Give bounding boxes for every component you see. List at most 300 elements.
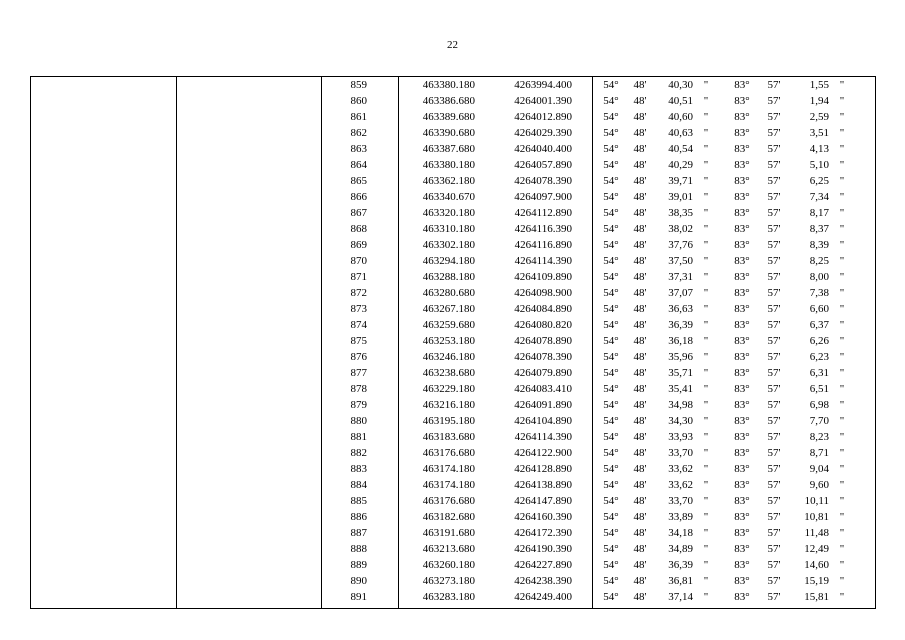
x-coordinate: 463267.180 [422, 303, 475, 315]
lon-seconds-mark: " [839, 527, 845, 539]
lon-seconds-mark: " [839, 415, 845, 427]
lat-degrees: 54° [603, 367, 619, 379]
page-number: 22 [447, 39, 458, 51]
lat-seconds: 33,62 [668, 463, 693, 475]
table-row [31, 141, 875, 157]
lat-seconds: 39,71 [668, 175, 693, 187]
lon-minutes: 57' [767, 511, 781, 523]
lat-seconds-mark: " [703, 239, 709, 251]
lat-minutes: 48' [633, 319, 647, 331]
lon-degrees: 83° [734, 175, 750, 187]
lat-seconds: 35,71 [668, 367, 693, 379]
point-number: 888 [350, 543, 367, 555]
table-row [31, 445, 875, 461]
lon-degrees: 83° [734, 95, 750, 107]
x-coordinate: 463195.180 [422, 415, 475, 427]
lat-seconds-mark: " [703, 255, 709, 267]
lat-seconds: 36,39 [668, 319, 693, 331]
lon-seconds: 8,00 [809, 271, 829, 283]
lat-degrees: 54° [603, 207, 619, 219]
lon-minutes: 57' [767, 175, 781, 187]
x-coordinate: 463283.180 [422, 591, 475, 603]
lat-minutes: 48' [633, 175, 647, 187]
lat-minutes: 48' [633, 111, 647, 123]
lat-minutes: 48' [633, 127, 647, 139]
lon-minutes: 57' [767, 415, 781, 427]
lat-seconds: 33,70 [668, 447, 693, 459]
lon-degrees: 83° [734, 287, 750, 299]
y-coordinate: 4264078.390 [514, 351, 572, 363]
lat-minutes: 48' [633, 191, 647, 203]
table-row [31, 397, 875, 413]
table-row [31, 93, 875, 109]
lon-minutes: 57' [767, 319, 781, 331]
lat-minutes: 48' [633, 79, 647, 91]
x-coordinate: 463302.180 [422, 239, 475, 251]
lon-minutes: 57' [767, 303, 781, 315]
lon-minutes: 57' [767, 399, 781, 411]
lat-minutes: 48' [633, 415, 647, 427]
lat-seconds-mark: " [703, 367, 709, 379]
lon-seconds: 7,34 [809, 191, 829, 203]
x-coordinate: 463387.680 [422, 143, 475, 155]
lon-minutes: 57' [767, 351, 781, 363]
lat-degrees: 54° [603, 303, 619, 315]
lon-minutes: 57' [767, 527, 781, 539]
lat-degrees: 54° [603, 543, 619, 555]
lon-minutes: 57' [767, 447, 781, 459]
point-number: 877 [350, 367, 367, 379]
lon-minutes: 57' [767, 287, 781, 299]
lat-degrees: 54° [603, 111, 619, 123]
lat-minutes: 48' [633, 239, 647, 251]
lon-degrees: 83° [734, 239, 750, 251]
lon-seconds-mark: " [839, 335, 845, 347]
x-coordinate: 463389.680 [422, 111, 475, 123]
lon-seconds-mark: " [839, 591, 845, 603]
point-number: 872 [350, 287, 367, 299]
lon-seconds: 15,19 [804, 575, 829, 587]
lon-seconds: 3,51 [809, 127, 829, 139]
lon-seconds-mark: " [839, 463, 845, 475]
lat-seconds-mark: " [703, 415, 709, 427]
lon-minutes: 57' [767, 271, 781, 283]
lon-seconds-mark: " [839, 447, 845, 459]
lon-minutes: 57' [767, 495, 781, 507]
lat-seconds-mark: " [703, 431, 709, 443]
lat-minutes: 48' [633, 447, 647, 459]
lon-seconds: 1,55 [809, 79, 829, 91]
lon-seconds: 9,04 [809, 463, 829, 475]
lat-minutes: 48' [633, 143, 647, 155]
lat-seconds-mark: " [703, 175, 709, 187]
x-coordinate: 463280.680 [422, 287, 475, 299]
lon-seconds: 8,23 [809, 431, 829, 443]
lat-seconds-mark: " [703, 463, 709, 475]
lon-minutes: 57' [767, 239, 781, 251]
lat-degrees: 54° [603, 239, 619, 251]
lon-minutes: 57' [767, 479, 781, 491]
lat-minutes: 48' [633, 271, 647, 283]
lon-minutes: 57' [767, 191, 781, 203]
lon-degrees: 83° [734, 335, 750, 347]
y-coordinate: 4264138.890 [514, 479, 572, 491]
lat-seconds-mark: " [703, 287, 709, 299]
lon-degrees: 83° [734, 223, 750, 235]
lon-seconds: 9,60 [809, 479, 829, 491]
x-coordinate: 463386.680 [422, 95, 475, 107]
table-row [31, 253, 875, 269]
point-number: 884 [350, 479, 367, 491]
point-number: 866 [350, 191, 367, 203]
lon-minutes: 57' [767, 95, 781, 107]
y-coordinate: 4264083.410 [514, 383, 572, 395]
y-coordinate: 4264057.890 [514, 159, 572, 171]
y-coordinate: 4263994.400 [514, 79, 572, 91]
y-coordinate: 4264091.890 [514, 399, 572, 411]
lon-degrees: 83° [734, 143, 750, 155]
y-coordinate: 4264104.890 [514, 415, 572, 427]
point-number: 891 [350, 591, 367, 603]
lon-seconds: 15,81 [804, 591, 829, 603]
table-row [31, 381, 875, 397]
lon-minutes: 57' [767, 367, 781, 379]
table-row [31, 525, 875, 541]
x-coordinate: 463253.180 [422, 335, 475, 347]
lat-minutes: 48' [633, 367, 647, 379]
lon-seconds-mark: " [839, 287, 845, 299]
x-coordinate: 463273.180 [422, 575, 475, 587]
lon-seconds: 6,51 [809, 383, 829, 395]
x-coordinate: 463320.180 [422, 207, 475, 219]
lat-seconds: 34,30 [668, 415, 693, 427]
y-coordinate: 4264114.390 [514, 431, 572, 443]
lat-degrees: 54° [603, 575, 619, 587]
lat-minutes: 48' [633, 159, 647, 171]
lat-seconds-mark: " [703, 383, 709, 395]
lat-seconds-mark: " [703, 79, 709, 91]
y-coordinate: 4264097.900 [514, 191, 572, 203]
lon-minutes: 57' [767, 463, 781, 475]
table-row [31, 493, 875, 509]
lon-seconds-mark: " [839, 175, 845, 187]
x-coordinate: 463216.180 [422, 399, 475, 411]
lat-degrees: 54° [603, 383, 619, 395]
point-number: 890 [350, 575, 367, 587]
lat-seconds-mark: " [703, 303, 709, 315]
lat-minutes: 48' [633, 255, 647, 267]
lat-seconds-mark: " [703, 95, 709, 107]
point-number: 874 [350, 319, 367, 331]
lon-seconds: 11,48 [804, 527, 829, 539]
lat-degrees: 54° [603, 431, 619, 443]
table-row [31, 317, 875, 333]
lat-degrees: 54° [603, 415, 619, 427]
lon-seconds-mark: " [839, 271, 845, 283]
lon-seconds: 6,31 [809, 367, 829, 379]
point-number: 865 [350, 175, 367, 187]
y-coordinate: 4264080.820 [514, 319, 572, 331]
lat-seconds: 36,18 [668, 335, 693, 347]
lon-degrees: 83° [734, 255, 750, 267]
lat-seconds: 35,96 [668, 351, 693, 363]
lon-seconds-mark: " [839, 143, 845, 155]
lon-degrees: 83° [734, 543, 750, 555]
lon-seconds-mark: " [839, 399, 845, 411]
lat-degrees: 54° [603, 287, 619, 299]
x-coordinate: 463246.180 [422, 351, 475, 363]
lon-seconds-mark: " [839, 479, 845, 491]
lat-seconds: 34,98 [668, 399, 693, 411]
lat-minutes: 48' [633, 463, 647, 475]
lat-seconds-mark: " [703, 191, 709, 203]
lon-seconds: 6,98 [809, 399, 829, 411]
y-coordinate: 4264079.890 [514, 367, 572, 379]
point-number: 867 [350, 207, 367, 219]
lat-seconds-mark: " [703, 335, 709, 347]
y-coordinate: 4264029.390 [514, 127, 572, 139]
table-row [31, 269, 875, 285]
lat-seconds-mark: " [703, 479, 709, 491]
lon-seconds: 2,59 [809, 111, 829, 123]
table-row [31, 349, 875, 365]
lat-seconds: 40,29 [668, 159, 693, 171]
lat-seconds: 38,35 [668, 207, 693, 219]
lon-seconds: 8,25 [809, 255, 829, 267]
lat-degrees: 54° [603, 127, 619, 139]
lat-degrees: 54° [603, 559, 619, 571]
table-row [31, 301, 875, 317]
table-row [31, 413, 875, 429]
lat-seconds: 36,39 [668, 559, 693, 571]
lon-seconds: 5,10 [809, 159, 829, 171]
x-coordinate: 463183.680 [422, 431, 475, 443]
lon-seconds-mark: " [839, 239, 845, 251]
lon-degrees: 83° [734, 79, 750, 91]
y-coordinate: 4264160.390 [514, 511, 572, 523]
lon-seconds-mark: " [839, 543, 845, 555]
lat-minutes: 48' [633, 383, 647, 395]
lat-degrees: 54° [603, 335, 619, 347]
lat-seconds-mark: " [703, 447, 709, 459]
lat-seconds: 40,63 [668, 127, 693, 139]
point-number: 887 [350, 527, 367, 539]
lat-seconds-mark: " [703, 207, 709, 219]
x-coordinate: 463176.680 [422, 495, 475, 507]
lat-minutes: 48' [633, 223, 647, 235]
lat-minutes: 48' [633, 479, 647, 491]
lat-minutes: 48' [633, 543, 647, 555]
lat-seconds-mark: " [703, 559, 709, 571]
point-number: 863 [350, 143, 367, 155]
y-coordinate: 4264040.400 [514, 143, 572, 155]
point-number: 889 [350, 559, 367, 571]
y-coordinate: 4264172.390 [514, 527, 572, 539]
point-number: 885 [350, 495, 367, 507]
y-coordinate: 4264227.890 [514, 559, 572, 571]
lon-seconds: 6,26 [809, 335, 829, 347]
lat-seconds: 37,14 [668, 591, 693, 603]
lat-degrees: 54° [603, 463, 619, 475]
y-coordinate: 4264084.890 [514, 303, 572, 315]
lat-minutes: 48' [633, 335, 647, 347]
lat-degrees: 54° [603, 511, 619, 523]
lat-seconds: 33,62 [668, 479, 693, 491]
lat-minutes: 48' [633, 575, 647, 587]
x-coordinate: 463182.680 [422, 511, 475, 523]
lon-degrees: 83° [734, 367, 750, 379]
lon-minutes: 57' [767, 559, 781, 571]
lat-seconds-mark: " [703, 591, 709, 603]
table-row [31, 109, 875, 125]
y-coordinate: 4264116.390 [514, 223, 572, 235]
lon-degrees: 83° [734, 399, 750, 411]
lat-degrees: 54° [603, 399, 619, 411]
x-coordinate: 463380.180 [422, 159, 475, 171]
lat-minutes: 48' [633, 399, 647, 411]
table-row [31, 285, 875, 301]
lon-seconds: 8,17 [809, 207, 829, 219]
lat-degrees: 54° [603, 255, 619, 267]
lon-seconds-mark: " [839, 319, 845, 331]
point-number: 870 [350, 255, 367, 267]
lat-degrees: 54° [603, 591, 619, 603]
lon-seconds-mark: " [839, 511, 845, 523]
lon-seconds-mark: " [839, 223, 845, 235]
lat-degrees: 54° [603, 447, 619, 459]
lat-seconds-mark: " [703, 399, 709, 411]
y-coordinate: 4264190.390 [514, 543, 572, 555]
lat-seconds-mark: " [703, 543, 709, 555]
lon-degrees: 83° [734, 527, 750, 539]
lat-seconds: 34,89 [668, 543, 693, 555]
lat-seconds: 36,63 [668, 303, 693, 315]
lat-seconds: 37,50 [668, 255, 693, 267]
lat-degrees: 54° [603, 175, 619, 187]
table-row [31, 189, 875, 205]
lon-seconds: 6,60 [809, 303, 829, 315]
lat-seconds: 38,02 [668, 223, 693, 235]
lat-seconds: 37,31 [668, 271, 693, 283]
x-coordinate: 463191.680 [422, 527, 475, 539]
lat-degrees: 54° [603, 223, 619, 235]
point-number: 864 [350, 159, 367, 171]
y-coordinate: 4264128.890 [514, 463, 572, 475]
lat-degrees: 54° [603, 95, 619, 107]
lat-degrees: 54° [603, 527, 619, 539]
table-row [31, 77, 875, 93]
lat-seconds-mark: " [703, 495, 709, 507]
lon-seconds: 7,70 [809, 415, 829, 427]
table-row [31, 221, 875, 237]
x-coordinate: 463362.180 [422, 175, 475, 187]
lat-minutes: 48' [633, 287, 647, 299]
lon-seconds-mark: " [839, 367, 845, 379]
lon-degrees: 83° [734, 463, 750, 475]
lon-seconds-mark: " [839, 79, 845, 91]
x-coordinate: 463288.180 [422, 271, 475, 283]
lon-seconds: 14,60 [804, 559, 829, 571]
lon-seconds: 7,38 [809, 287, 829, 299]
lon-seconds-mark: " [839, 95, 845, 107]
lat-minutes: 48' [633, 207, 647, 219]
lon-degrees: 83° [734, 591, 750, 603]
lon-degrees: 83° [734, 575, 750, 587]
point-number: 873 [350, 303, 367, 315]
table-row [31, 365, 875, 381]
lat-minutes: 48' [633, 527, 647, 539]
lon-degrees: 83° [734, 303, 750, 315]
y-coordinate: 4264109.890 [514, 271, 572, 283]
lon-degrees: 83° [734, 415, 750, 427]
point-number: 883 [350, 463, 367, 475]
lon-seconds: 8,71 [809, 447, 829, 459]
y-coordinate: 4264001.390 [514, 95, 572, 107]
lon-seconds: 10,11 [804, 495, 829, 507]
lon-minutes: 57' [767, 591, 781, 603]
coordinates-table [30, 76, 876, 609]
point-number: 876 [350, 351, 367, 363]
lat-seconds: 40,51 [668, 95, 693, 107]
table-row [31, 429, 875, 445]
lon-seconds-mark: " [839, 159, 845, 171]
lat-minutes: 48' [633, 303, 647, 315]
lat-degrees: 54° [603, 319, 619, 331]
lat-seconds-mark: " [703, 223, 709, 235]
lon-minutes: 57' [767, 431, 781, 443]
x-coordinate: 463229.180 [422, 383, 475, 395]
lat-degrees: 54° [603, 495, 619, 507]
point-number: 859 [350, 79, 367, 91]
lon-seconds-mark: " [839, 575, 845, 587]
lat-seconds: 33,89 [668, 511, 693, 523]
lat-minutes: 48' [633, 351, 647, 363]
lon-minutes: 57' [767, 335, 781, 347]
lat-seconds-mark: " [703, 575, 709, 587]
x-coordinate: 463340.670 [422, 191, 475, 203]
lon-seconds-mark: " [839, 303, 845, 315]
table-row [31, 509, 875, 525]
table-row [31, 157, 875, 173]
lat-degrees: 54° [603, 351, 619, 363]
lon-degrees: 83° [734, 351, 750, 363]
x-coordinate: 463238.680 [422, 367, 475, 379]
lon-minutes: 57' [767, 159, 781, 171]
y-coordinate: 4264238.390 [514, 575, 572, 587]
y-coordinate: 4264078.890 [514, 335, 572, 347]
table-row [31, 237, 875, 253]
lat-seconds-mark: " [703, 143, 709, 155]
lat-seconds-mark: " [703, 527, 709, 539]
lon-degrees: 83° [734, 495, 750, 507]
lon-seconds: 6,23 [809, 351, 829, 363]
table-row [31, 125, 875, 141]
lat-seconds: 39,01 [668, 191, 693, 203]
x-coordinate: 463176.680 [422, 447, 475, 459]
x-coordinate: 463259.680 [422, 319, 475, 331]
lat-seconds-mark: " [703, 159, 709, 171]
lon-seconds-mark: " [839, 351, 845, 363]
lat-degrees: 54° [603, 479, 619, 491]
lon-seconds-mark: " [839, 383, 845, 395]
y-coordinate: 4264112.890 [514, 207, 572, 219]
lat-minutes: 48' [633, 559, 647, 571]
lat-minutes: 48' [633, 431, 647, 443]
lat-degrees: 54° [603, 271, 619, 283]
y-coordinate: 4264114.390 [514, 255, 572, 267]
lon-seconds: 6,25 [809, 175, 829, 187]
lat-seconds: 40,30 [668, 79, 693, 91]
